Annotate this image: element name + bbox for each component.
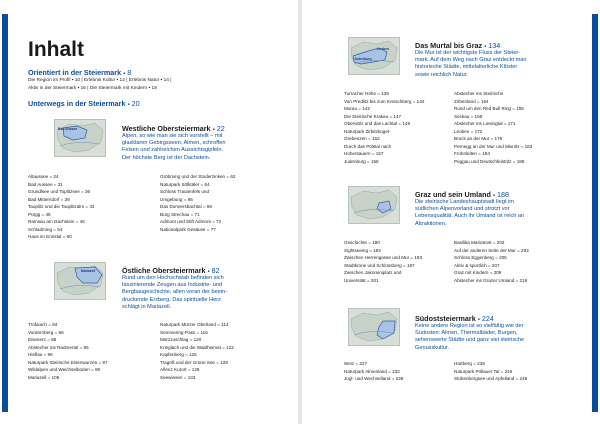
graz-description bbox=[415, 199, 583, 228]
desc-line: Bergbaugeschichte, allen voran der beein- bbox=[122, 289, 228, 296]
graz-title: Graz und sein Umland bbox=[415, 190, 491, 199]
toc-entry[interactable]: Semmering-Pass = 116 bbox=[160, 329, 208, 335]
toc-entry[interactable]: Zwischen Jakominiplatz und bbox=[344, 270, 402, 275]
graz-heading[interactable] bbox=[415, 190, 509, 199]
left-edge-bar bbox=[2, 14, 8, 412]
toc-entry[interactable]: Pürgg = 45 bbox=[28, 211, 51, 217]
desc-line: mark. Auf dem Weg nach Graz entdeckt man bbox=[415, 57, 527, 64]
bullet-square: ▪ bbox=[492, 193, 496, 199]
west-list-col1 bbox=[28, 173, 94, 241]
map-label: Judenburg bbox=[354, 57, 372, 61]
toc-entry[interactable]: Burg Strechau = 71 bbox=[160, 211, 200, 217]
graz-page: 188 bbox=[497, 190, 510, 199]
toc-entry[interactable]: Eisenerz = 88 bbox=[28, 337, 57, 342]
unterwegs-page: 20 bbox=[131, 99, 140, 108]
toc-entry[interactable]: Bad Mitterndorf = 39 bbox=[28, 196, 70, 202]
graz-list-col2 bbox=[454, 239, 529, 284]
sued-page: 224 bbox=[481, 314, 494, 323]
desc-line: Die Mur ist der wichtigste Fluss der Steier- bbox=[415, 50, 521, 56]
region-map-svg bbox=[349, 309, 399, 345]
desc-line: sowie reichlich Natur. bbox=[415, 71, 468, 78]
toc-entry[interactable]: Jogl- und Wechselland = 236 bbox=[344, 376, 404, 381]
toc-entry[interactable]: Abstecher ins Grazer Umland = 219 bbox=[454, 277, 528, 283]
toc-entry[interactable]: Sightseeing = 192 bbox=[344, 247, 381, 253]
desc-line: Genusskultur. bbox=[415, 344, 450, 351]
ost-list-col2 bbox=[160, 321, 234, 381]
desc-line: südlichen Alpenvorland und strotzt vor bbox=[415, 206, 510, 213]
desc-line: Alpen, so wie man sie sich vorstellt – mit bbox=[122, 133, 223, 139]
toc-entry[interactable]: Wildalpen und Weichselboden = 98 bbox=[28, 367, 101, 372]
ost-title: Östliche Obersteiermark bbox=[122, 266, 206, 275]
toc-entry[interactable]: Durch das Pölstal nach bbox=[344, 143, 392, 149]
bullet-square: ▪ bbox=[484, 44, 487, 50]
map-oestliche-obersteiermark bbox=[54, 262, 106, 300]
toc-entry[interactable]: Abstecher ins Liesingtal = 171 bbox=[454, 121, 516, 126]
toc-entry[interactable]: Seckau = 166 bbox=[454, 113, 483, 119]
toc-entry[interactable]: Hohentauern = 157 bbox=[344, 151, 384, 156]
bullet-square: ▪ bbox=[477, 317, 480, 323]
map-graz bbox=[348, 186, 400, 224]
toc-entry[interactable]: Altaussee = 24 bbox=[28, 174, 59, 179]
toc-entry[interactable]: Rund um den Red Bull Ring = 165 bbox=[454, 106, 524, 111]
ost-description bbox=[122, 275, 290, 311]
desc-line: Der höchste Berg ist der Dachstein. bbox=[122, 154, 211, 161]
toc-entry[interactable]: Trofaiach = 84 bbox=[28, 322, 58, 327]
right-page bbox=[302, 0, 600, 424]
toc-entry[interactable]: Hieflau = 96 bbox=[28, 352, 53, 357]
toc-entry[interactable]: Gröbming und der Stoderzinken = 62 bbox=[160, 174, 236, 179]
right-edge-bar bbox=[592, 14, 598, 412]
orient-sublist bbox=[28, 77, 171, 92]
orient-heading[interactable] bbox=[28, 68, 131, 77]
desc-line: schlägt in Mariazell. bbox=[122, 303, 172, 310]
toc-entry[interactable]: Naturpark Steirische Eisenwurzen = 97 bbox=[28, 359, 108, 365]
map-label: Mariazell bbox=[81, 269, 96, 273]
map-westliche-obersteiermark bbox=[54, 119, 106, 157]
toc-entry[interactable]: Zirbenland = 164 bbox=[454, 98, 489, 104]
orient-page: 8 bbox=[127, 68, 132, 77]
orient-line: Aktiv in der Steiermark ▪ 16 | Die Steiermark mit Kindern ▪ 18 bbox=[28, 85, 157, 91]
toc-entry[interactable]: Tragöß und der Grüne See = 128 bbox=[160, 359, 228, 365]
bullet-square: ▪ bbox=[127, 102, 130, 108]
toc-entry[interactable]: Tauplitz und die Tauplitzalm = 43 bbox=[28, 204, 95, 209]
region-map-svg bbox=[55, 263, 105, 299]
toc-entry[interactable]: Judenburg = 158 bbox=[344, 158, 379, 164]
toc-entry[interactable]: Das Donnersbachtal = 69 bbox=[160, 204, 212, 209]
toc-entry[interactable]: Aktiv & sportlich = 207 bbox=[454, 262, 500, 268]
toc-entry[interactable]: Schladming = 54 bbox=[28, 226, 63, 232]
sued-description bbox=[415, 323, 583, 352]
desc-line: Attraktionen. bbox=[415, 220, 447, 227]
toc-entry[interactable]: Bruck an der Mur = 178 bbox=[454, 136, 503, 141]
west-page: 22 bbox=[216, 124, 225, 133]
toc-entry[interactable]: Von Predlitz bis zum Kreischberg = 140 bbox=[344, 98, 425, 104]
desc-line: Rund um den Hochschwab befinden sich bbox=[122, 275, 224, 281]
toc-entry[interactable]: Nationalpark Gesäuse = 77 bbox=[160, 226, 216, 232]
map-murtal bbox=[348, 37, 400, 75]
murtal-page: 134 bbox=[488, 41, 501, 50]
unterwegs-heading[interactable] bbox=[28, 99, 140, 108]
toc-entry[interactable]: Krieglach und die Waldheimat = 122 bbox=[160, 344, 234, 350]
map-suedoststeiermark bbox=[348, 308, 400, 346]
toc-entry[interactable]: Stadtkrone und Schlossberg = 197 bbox=[344, 262, 415, 268]
orient-heading-label: Orientiert in der Steiermark bbox=[28, 68, 122, 77]
sued-list-col2 bbox=[454, 360, 527, 383]
bullet-square: ▪ bbox=[207, 269, 210, 275]
toc-entry[interactable]: Abstecher ins Steirische bbox=[454, 91, 504, 96]
toc-entry[interactable]: Admont und Stift Admont = 72 bbox=[160, 219, 222, 224]
toc-entry[interactable]: Basilika Mariatrost = 202 bbox=[454, 240, 505, 245]
orient-line: Die Region im Profil ▪ 10 | Erlebnis Kultur ▪ 12 | Erlebnis Natur ▪ 14 | bbox=[28, 78, 172, 83]
ost-list-col1 bbox=[28, 321, 108, 381]
toc-entry[interactable]: Pernegg an der Mur und Mixnitz = 183 bbox=[454, 143, 533, 149]
toc-entry[interactable]: Abstecher ins Radmertal = 96 bbox=[28, 344, 89, 350]
desc-line: Keine andere Region ist so vielfältig wie der bbox=[415, 323, 524, 329]
murtal-list-col1 bbox=[344, 90, 424, 165]
toc-entry[interactable]: Naturpark Sölktäler = 64 bbox=[160, 181, 210, 187]
sued-heading[interactable] bbox=[415, 314, 494, 323]
ost-page: 82 bbox=[211, 266, 220, 275]
region-map-svg bbox=[55, 120, 105, 156]
region-map-svg bbox=[349, 38, 399, 74]
toc-entry[interactable]: Murau = 142 bbox=[344, 106, 370, 111]
desc-line: sehenswerte Städte und ganz viel steirische bbox=[415, 337, 525, 344]
toc-entry[interactable]: Frohnleiten = 184 bbox=[454, 151, 490, 156]
toc-entry[interactable]: Oberwölz und das Lachtal = 149 bbox=[344, 121, 411, 126]
toc-entry[interactable]: Leoben = 172 bbox=[454, 128, 483, 134]
toc-entry[interactable]: Die Steirische Krakau = 147 bbox=[344, 113, 402, 119]
toc-entry[interactable]: Grundlsee und Toplitzsee = 36 bbox=[28, 189, 91, 194]
toc-entry[interactable]: Umgebung = 66 bbox=[160, 196, 193, 202]
toc-entry[interactable]: Grebenzen = 152 bbox=[344, 136, 380, 141]
sued-list-col1 bbox=[344, 360, 403, 383]
sued-title: Südoststeiermark bbox=[415, 314, 476, 323]
desc-line: Felsen und zahlreichen Aussichtsgipfeln. bbox=[122, 147, 224, 154]
bullet-square: ▪ bbox=[123, 71, 126, 77]
toc-entry[interactable]: Auf der anderen Seite der Mur = 203 bbox=[454, 247, 529, 253]
region-map-svg bbox=[349, 187, 399, 223]
toc-entry[interactable]: Schloss Trautenfels und bbox=[160, 189, 210, 194]
toc-entry[interactable]: Seewiesen = 133 bbox=[160, 374, 196, 380]
toc-entry[interactable]: Mariazell = 105 bbox=[28, 374, 60, 380]
west-heading[interactable] bbox=[122, 124, 225, 133]
toc-entry[interactable]: Naturpark Mürzer Oberland = 114 bbox=[160, 322, 229, 327]
toc-entry[interactable]: Kapfenberg = 125 bbox=[160, 352, 197, 357]
bullet-square: ▪ bbox=[212, 127, 215, 133]
page-title: Inhalt bbox=[28, 38, 84, 61]
toc-entry[interactable]: Weiz = 227 bbox=[344, 361, 368, 366]
west-list-col2 bbox=[160, 173, 235, 233]
toc-entry[interactable]: Naturpark Almenland = 232 bbox=[344, 368, 400, 374]
graz-list-col1 bbox=[344, 239, 422, 284]
toc-entry[interactable]: Naturpark Zirbitzkogel- bbox=[344, 128, 391, 134]
desc-line: Südosten: Almen, Thermalbäder, Burgen, bbox=[415, 330, 518, 337]
toc-entry[interactable]: Peggau und Deutschfeistritz = 186 bbox=[454, 158, 525, 164]
west-title: Westliche Obersteiermark bbox=[122, 124, 211, 133]
desc-line: historische Städte, mittelalterliche Klöster bbox=[415, 64, 518, 71]
ost-heading[interactable] bbox=[122, 266, 220, 275]
desc-line: Lebensqualität. Auch ihr Umland ist reich an bbox=[415, 213, 525, 220]
left-page bbox=[0, 0, 298, 424]
toc-entry[interactable]: Haus im Ennstal = 60 bbox=[28, 234, 72, 239]
desc-line: glasklaren Gebirgsseen, Almen, schroffen bbox=[122, 140, 226, 147]
murtal-description bbox=[415, 50, 583, 79]
toc-entry[interactable]: Universität = 201 bbox=[344, 277, 379, 283]
murtal-list-col2 bbox=[454, 90, 532, 165]
toc-entry[interactable]: Zwischen Herrengasse und Mur = 193 bbox=[344, 255, 423, 260]
toc-entry[interactable]: Stubenbergsee und Apfelland = 249 bbox=[454, 376, 528, 381]
toc-entry[interactable]: Turracher Höhe = 139 bbox=[344, 91, 389, 96]
toc-entry[interactable]: Vordernberg = 86 bbox=[28, 329, 64, 335]
desc-line: Die steirische Landeshauptstadt liegt im bbox=[415, 199, 514, 205]
murtal-heading[interactable] bbox=[415, 41, 500, 50]
toc-entry[interactable]: Schloss Eggenberg = 205 bbox=[454, 255, 507, 260]
toc-entry[interactable]: Naturpark Pöllauer Tal = 245 bbox=[454, 368, 513, 374]
toc-entry[interactable]: Bad Aussee = 31 bbox=[28, 181, 63, 187]
desc-line: faszinierende Zeugen aus Industrie- und bbox=[122, 282, 223, 289]
toc-entry[interactable]: Hartberg = 239 bbox=[454, 361, 485, 366]
west-description bbox=[122, 133, 290, 162]
toc-entry[interactable]: Graz mit Kindern = 209 bbox=[454, 270, 502, 275]
toc-entry[interactable]: Geschichte = 190 bbox=[344, 240, 380, 245]
murtal-title: Das Murtal bis Graz bbox=[415, 41, 483, 50]
unterwegs-heading-label: Unterwegs in der Steiermark bbox=[28, 99, 126, 108]
toc-entry[interactable]: Mürzzuschlag = 120 bbox=[160, 337, 202, 342]
toc-entry[interactable]: Aflenz Kurort = 129 bbox=[160, 367, 200, 372]
desc-line: druckende Erzberg. Das spirituelle Herz bbox=[122, 296, 221, 303]
map-label: Leoben bbox=[377, 47, 390, 51]
toc-entry[interactable]: Ramsau am Dachstein = 46 bbox=[28, 219, 85, 224]
map-label: Bad Aussee bbox=[58, 127, 78, 131]
